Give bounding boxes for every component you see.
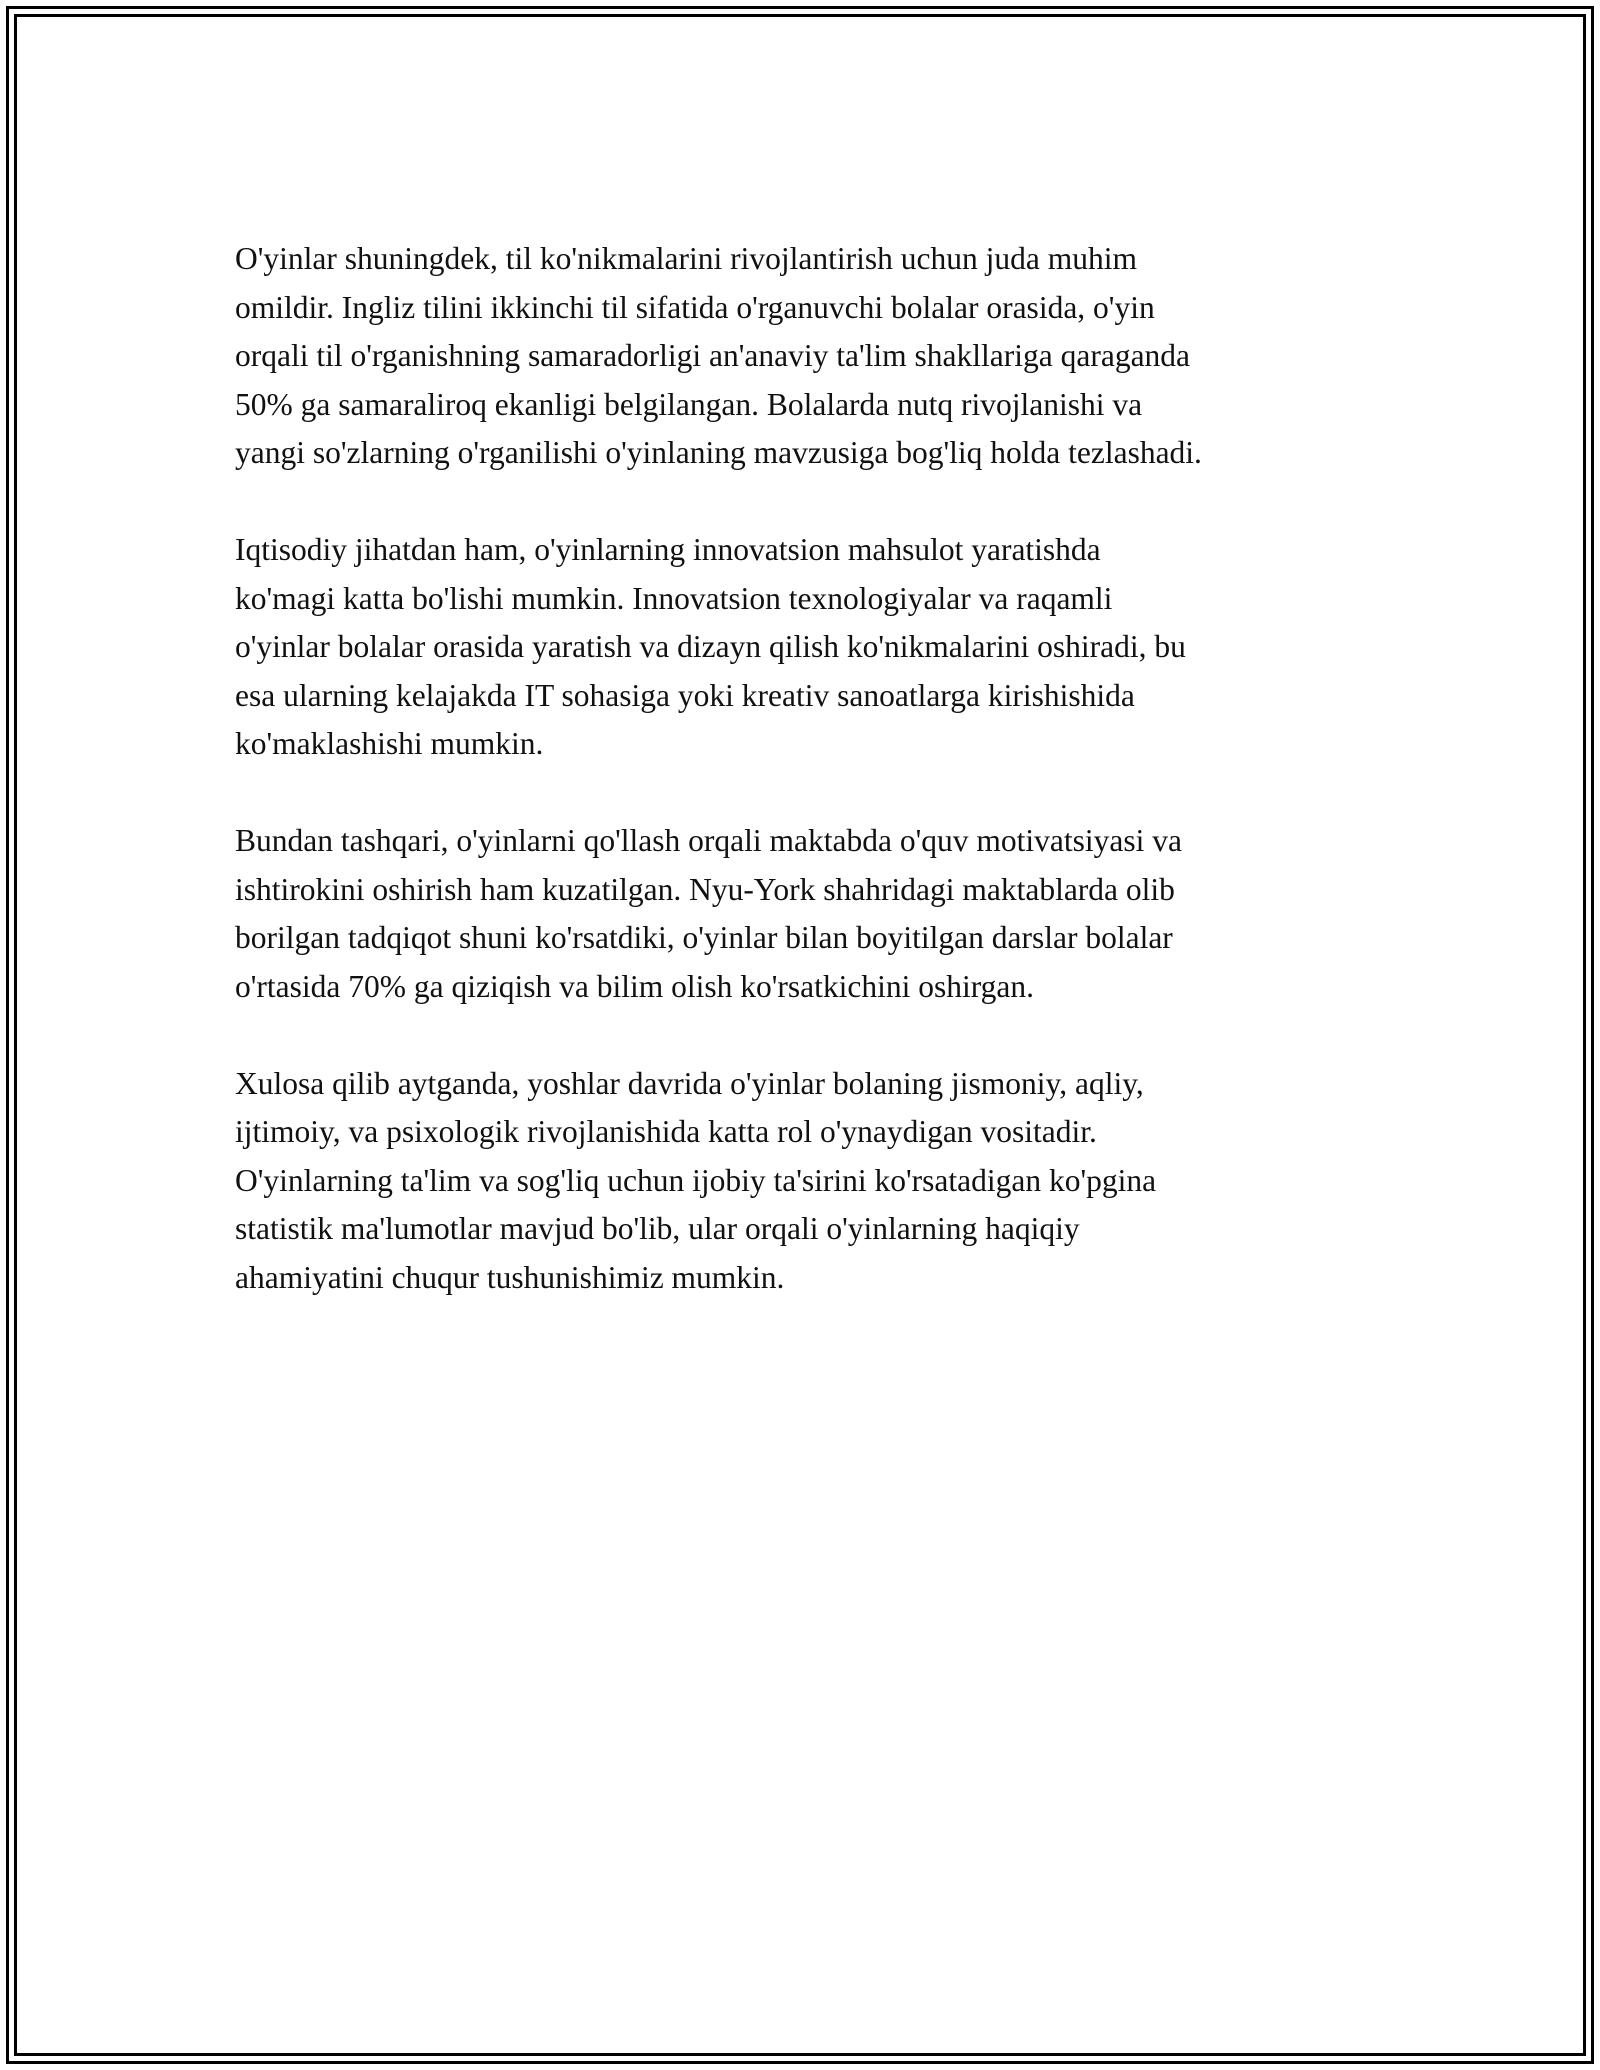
text-line: yangi so'zlarning o'rganilishi o'yinlaning mavzusiga bog'liq holda tezlashadi.	[235, 435, 1202, 470]
text-line: ahamiyatini chuqur tushunishimiz mumkin.	[235, 1259, 785, 1295]
text-line: borilgan tadqiqot shuni ko'rsatdiki, o'yinlar bilan boyitilgan darslar bolalar	[235, 920, 1173, 955]
text-line: ijtimoiy, va psixologik rivojlanishida katta rol o'ynaydigan vositadir.	[235, 1114, 1097, 1149]
text-line: O'yinlarning ta'lim va sog'liq uchun ijobiy ta'sirini ko'rsatadigan ko'pgina	[235, 1162, 1157, 1198]
document-body	[235, 235, 1375, 1351]
text-line: ko'maklashishi mumkin.	[235, 726, 544, 761]
text-line: Xulosa qilib aytganda, yoshlar davrida o'yinlar bolaning jismoniy, aqliy,	[235, 1065, 1144, 1101]
text-line: Bundan tashqari, o'yinlarni qo'llash orqali maktabda o'quv motivatsiyasi va	[235, 823, 1182, 858]
text-line: ishtirokini oshirish ham kuzatilgan. Nyu-York shahridagi maktablarda olib	[235, 871, 1175, 907]
text-line: esa ularning kelajakda IT sohasiga yoki kreativ sanoatlarga kirishishida	[235, 677, 1135, 713]
paragraph-language-skills	[235, 235, 1375, 478]
text-line: o'yinlar bolalar orasida yaratish va dizayn qilish ko'nikmalarini oshiradi, bu	[235, 629, 1186, 664]
text-line: O'yinlar shuningdek, til ko'nikmalarini rivojlantirish uchun juda muhim	[235, 241, 1137, 276]
text-line: ko'magi katta bo'lishi mumkin. Innovatsion texnologiyalar va raqamli	[235, 580, 1113, 616]
text-line: Iqtisodiy jihatdan ham, o'yinlarning innovatsion mahsulot yaratishda	[235, 532, 1101, 567]
text-line: 50% ga samaraliroq ekanligi belgilangan. Bolalarda nutq rivojlanishi va	[235, 386, 1143, 422]
text-line: statistik ma'lumotlar mavjud bo'lib, ular orqali o'yinlarning haqiqiy	[235, 1211, 1080, 1246]
text-line: omildir. Ingliz tilini ikkinchi til sifatida o'rganuvchi bolalar orasida, o'yin	[235, 289, 1155, 325]
paragraph-school-motivation	[235, 817, 1375, 1011]
text-line: orqali til o'rganishning samaradorligi an'anaviy ta'lim shakllariga qaraganda	[235, 338, 1191, 373]
paragraph-conclusion	[235, 1060, 1375, 1303]
paragraph-economic-aspect	[235, 526, 1375, 769]
text-line: o'rtasida 70% ga qiziqish va bilim olish ko'rsatkichini oshirgan.	[235, 968, 1035, 1004]
